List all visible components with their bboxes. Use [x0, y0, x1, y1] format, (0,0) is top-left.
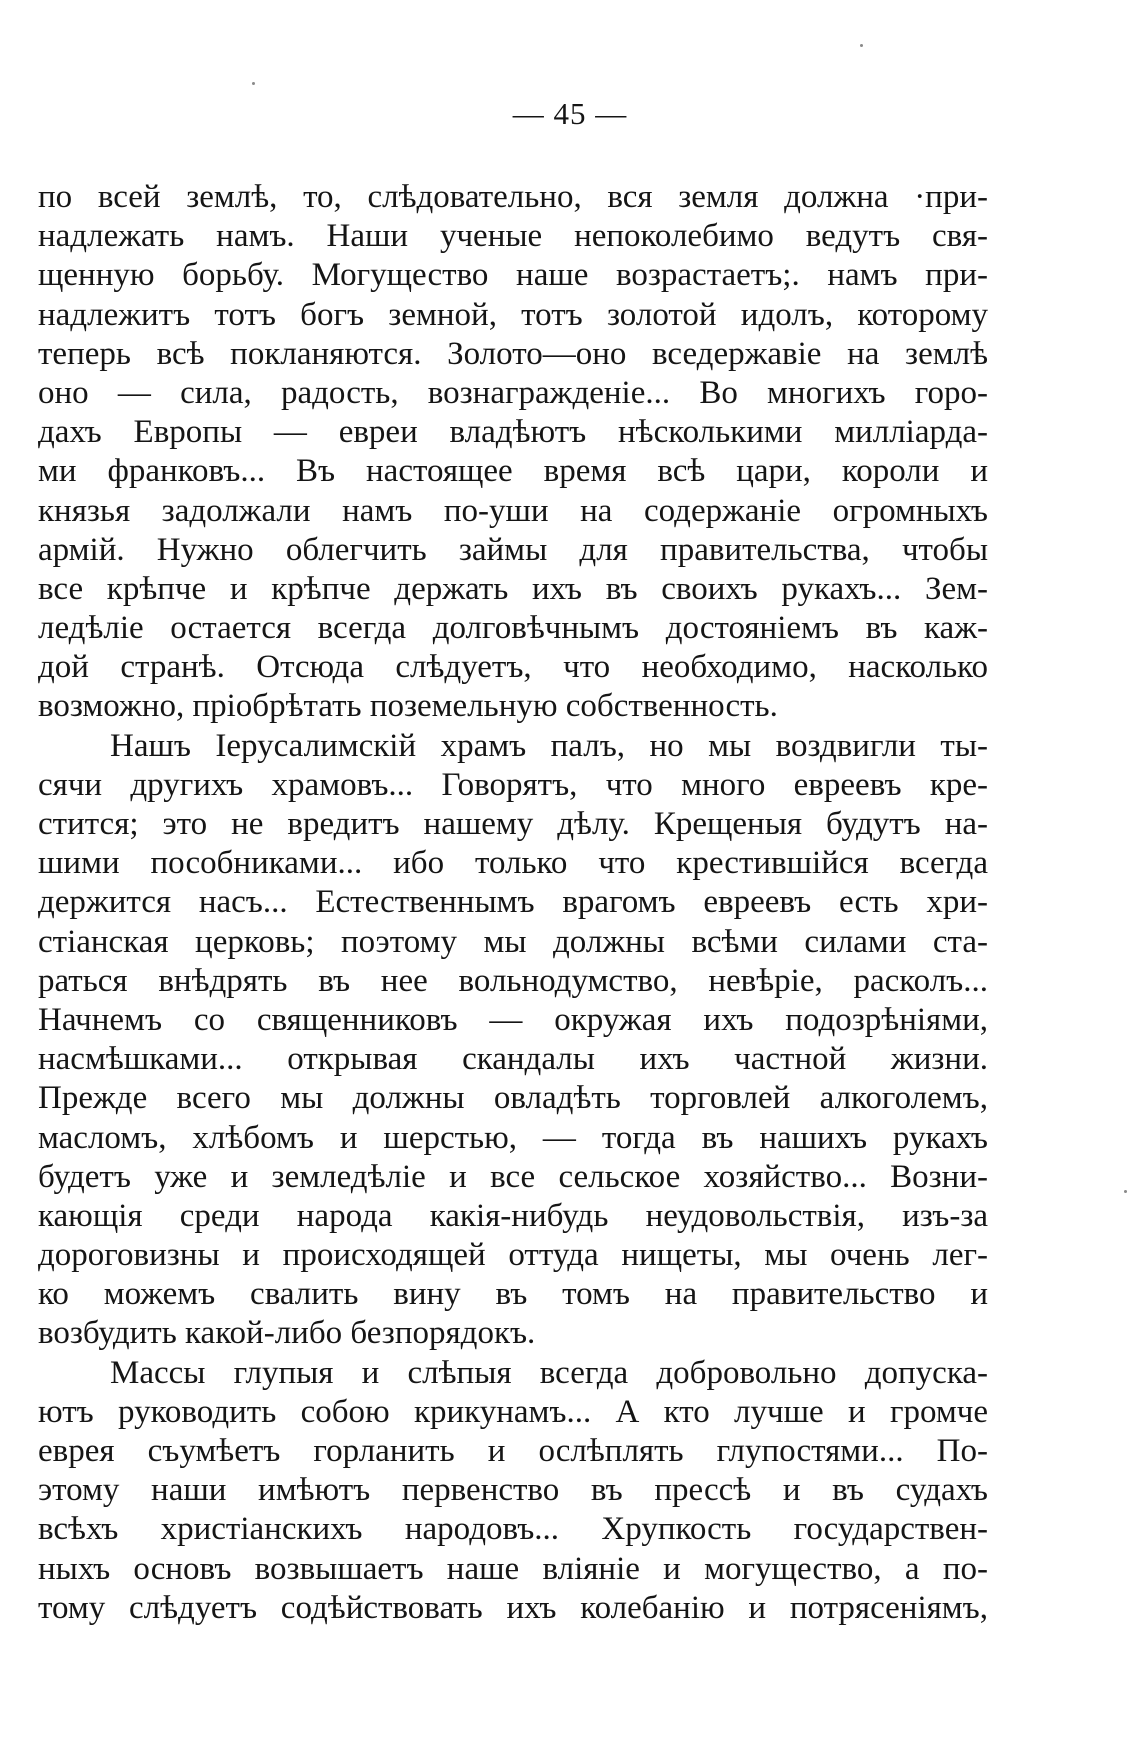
- text-line: ми франковъ... Въ настоящее время всѣ цари, короли и: [38, 453, 988, 490]
- text-line: теперь всѣ покланяются. Золото—оно вседержавіе на землѣ: [38, 335, 988, 372]
- text-line: возбудить какой-либо безпорядокъ.: [38, 1315, 536, 1352]
- text-line: еврея съумѣетъ горланить и ослѣплять глупостями... По-: [38, 1433, 988, 1469]
- text-line: стится; это не вредитъ нашему дѣлу. Крещеныя будутъ на-: [38, 806, 988, 842]
- text-line: дороговизны и происходящей оттуда нищеты, мы очень лег-: [38, 1237, 988, 1274]
- scan-speck: [860, 44, 863, 47]
- text-line: армій. Нужно облегчить займы для правительства, чтобы: [38, 531, 988, 568]
- text-line: возможно, пріобрѣтать поземельную собственность.: [38, 688, 778, 725]
- text-line: стіанская церковь; поэтому мы должны всѣми силами ста-: [38, 923, 988, 960]
- body-text: [38, 178, 988, 1628]
- text-line: Прежде всего мы должны овладѣть торговлей алкоголемъ,: [38, 1080, 988, 1117]
- text-line: ютъ руководить собою крикунамъ... А кто лучше и громче: [38, 1393, 988, 1430]
- text-line: щенную борьбу. Могущество наше возрастаетъ;. намъ при-: [38, 257, 988, 294]
- paragraph: [38, 1354, 988, 1628]
- text-line: сячи другихъ храмовъ... Говорятъ, что много евреевъ кре-: [38, 766, 988, 803]
- text-line: надлежать намъ. Наши ученые непоколебимо ведутъ свя-: [38, 218, 988, 255]
- text-line: тому слѣдуетъ содѣйствовать ихъ колебанію и потрясеніямъ,: [38, 1589, 988, 1626]
- text-line: надлежитъ тотъ богъ земной, тотъ золотой идолъ, которому: [38, 296, 988, 333]
- text-line: дахъ Европы — евреи владѣютъ нѣсколькими милліарда-: [38, 414, 988, 451]
- scan-speck: [1124, 1190, 1127, 1193]
- text-line: насмѣшками... открывая скандалы ихъ частной жизни.: [38, 1041, 988, 1078]
- text-line: держится насъ... Естественнымъ врагомъ евреевъ есть хри-: [38, 884, 988, 921]
- text-line: масломъ, хлѣбомъ и шерстью, — тогда въ нашихъ рукахъ: [38, 1119, 988, 1156]
- paragraph: [38, 178, 988, 727]
- text-line: Нашъ Іерусалимскій храмъ палъ, но мы воздвигли ты-: [110, 727, 988, 764]
- text-line: все крѣпче и крѣпче держать ихъ въ своихъ рукахъ... Зем-: [38, 570, 988, 607]
- text-line: ныхъ основъ возвышаетъ наше вліяніе и могущество, а по-: [38, 1550, 988, 1587]
- page-number: — 45 —: [512, 96, 628, 131]
- text-line: будетъ уже и земледѣліе и все сельское хозяйство... Возни-: [38, 1158, 988, 1195]
- text-line: этому наши имѣютъ первенство въ прессѣ и въ судахъ: [38, 1472, 988, 1509]
- text-line: по всей землѣ, то, слѣдовательно, вся земля должна ·при-: [38, 179, 988, 215]
- text-line: дой странѣ. Отсюда слѣдуетъ, что необходимо, насколько: [38, 649, 988, 686]
- text-line: шими пособниками... ибо только что крестившійся всегда: [38, 845, 988, 882]
- text-line: всѣхъ христіанскихъ народовъ... Хрупкость государствен-: [38, 1511, 988, 1548]
- text-line: кающія среди народа какія-нибудь неудовольствія, изъ-за: [38, 1197, 988, 1234]
- text-line: ледѣліе остается всегда долговѣчнымъ достояніемъ въ каж-: [38, 610, 988, 647]
- text-line: князья задолжали намъ по-уши на содержаніе огромныхъ: [38, 492, 988, 529]
- scan-speck: [252, 82, 255, 85]
- paragraph: [38, 727, 988, 1354]
- text-line: раться внѣдрять въ нее вольнодумство, невѣріе, расколъ...: [38, 962, 988, 999]
- text-line: Начнемъ со священниковъ — окружая ихъ подозрѣніями,: [38, 1001, 988, 1038]
- text-line: оно — сила, радость, вознагражденіе... Во многихъ горо-: [38, 374, 988, 411]
- text-line: Массы глупыя и слѣпыя всегда добровольно допуска-: [110, 1354, 988, 1391]
- text-line: ко можемъ свалить вину въ томъ на правительство и: [38, 1276, 988, 1313]
